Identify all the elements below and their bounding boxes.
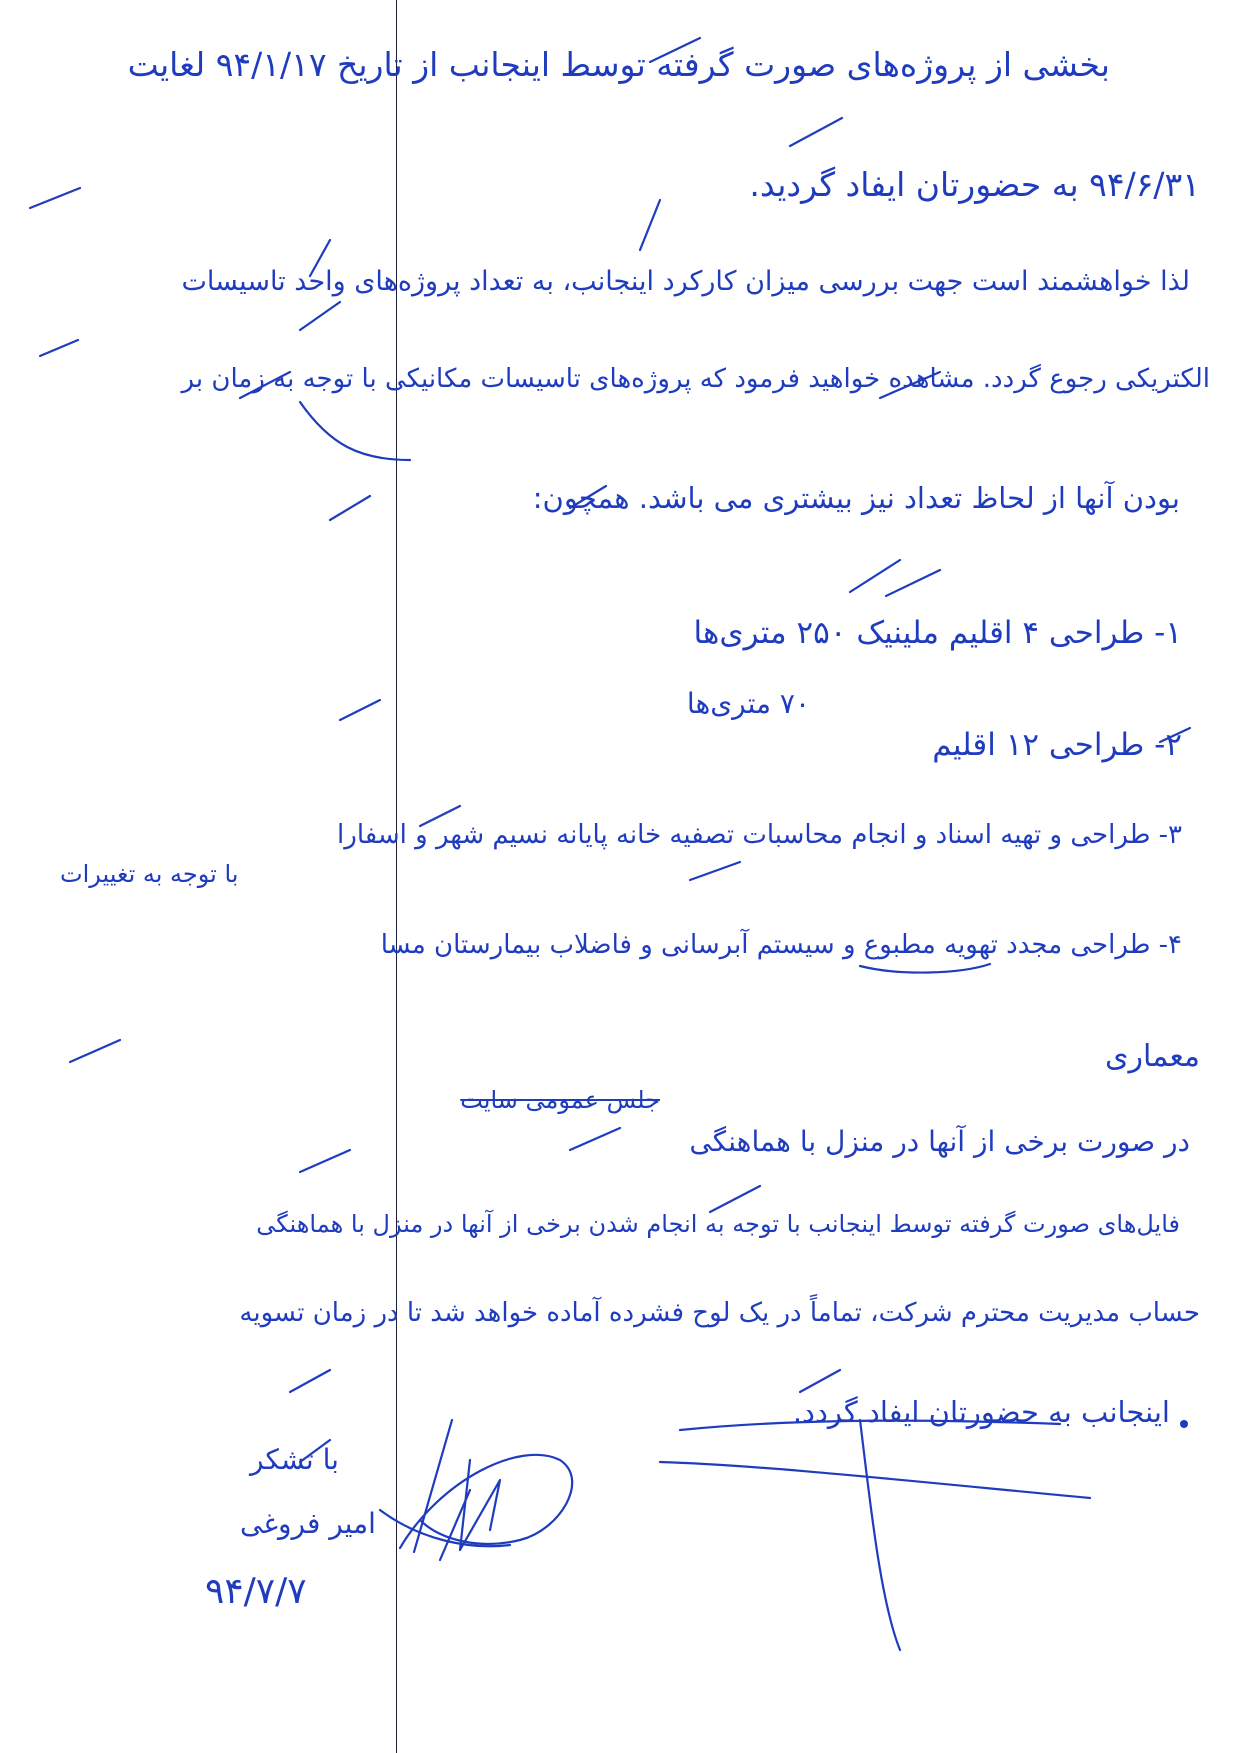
signoff-date: ۹۴/۷/۷ bbox=[205, 1571, 307, 1612]
signer-name: امیر فروغی bbox=[240, 1507, 376, 1540]
struck-phrase: جلس عمومی سایت bbox=[460, 1086, 660, 1114]
item-2-note: ۷۰ متری‌ها bbox=[686, 687, 810, 720]
item-4: ۴- طراحی مجدد تهویه مطبوع و سیستم آبرسانی و فاضلاب بیمارستان مسا bbox=[380, 930, 1182, 960]
item-3-continued: با توجه به تغییرات bbox=[60, 860, 239, 888]
item-2: ۲- طراحی ۱۲ اقلیم bbox=[932, 727, 1182, 763]
item-3: ۳- طراحی و تهیه اسناد و انجام محاسبات تصفیه خانه پایانه نسیم شهر و اسفارا bbox=[337, 820, 1182, 850]
section-heading: معماری bbox=[1105, 1039, 1200, 1074]
line-2: ۹۴/۶/۳۱ به حضورتان ایفاد گردید. bbox=[749, 165, 1200, 204]
paragraph-2-line-3: حساب مدیریت محترم شرکت، تماماً در یک لوح فشرده آماده خواهد شد تا در زمان تسویه bbox=[239, 1298, 1200, 1328]
line-1: بخشی از پروژه‌های صورت گرفته توسط اینجانب از تاریخ ۹۴/۱/۱۷ لغایت bbox=[127, 45, 1110, 84]
item-1: ۱- طراحی ۴ اقلیم ملینیک ۲۵۰ متری‌ها bbox=[693, 615, 1182, 651]
bullet-dot bbox=[1180, 1420, 1188, 1428]
line-3: لذا خواهشمند است جهت بررسی میزان کارکرد اینجانب، به تعداد پروژه‌های واحد تاسیسات bbox=[181, 266, 1190, 297]
paragraph-2-line-2: فایل‌های صورت گرفته توسط اینجانب با توجه به انجام شدن برخی از آنها در منزل با هماهنگی bbox=[256, 1210, 1180, 1238]
line-5: بودن آنها از لحاظ تعداد نیز بیشتری می باشد. همچون: bbox=[532, 481, 1180, 515]
closing: با تشکر bbox=[250, 1443, 339, 1476]
margin-rule bbox=[396, 0, 397, 1753]
line-4: الکتریکی رجوع گردد. مشاهده خواهید فرمود که پروژه‌های تاسیسات مکانیکی با توجه به زمان بر bbox=[181, 364, 1210, 394]
paragraph-2-line-4: اینجانب به حضورتان ایفاد گردد. bbox=[792, 1395, 1170, 1429]
paragraph-2-line-1: در صورت برخی از آنها در منزل با هماهنگی bbox=[689, 1125, 1190, 1158]
